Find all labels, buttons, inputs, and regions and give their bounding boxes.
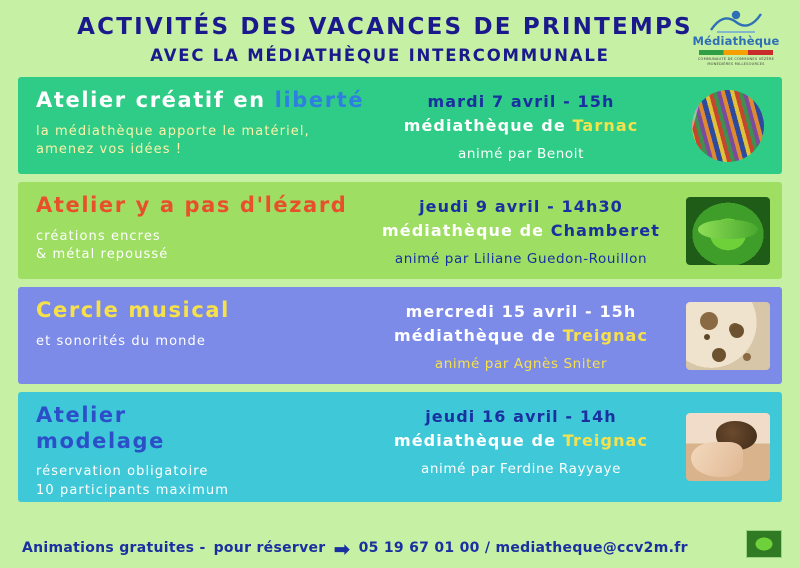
event-row	[18, 287, 782, 384]
logo-wordmark: Médiathèque	[692, 34, 780, 48]
page-title: ACTIVITÉS DES VACANCES DE PRINTEMPS	[77, 14, 693, 40]
logo-color-bar	[699, 50, 773, 55]
event-title-plain: Atelier créatif en	[36, 88, 275, 112]
event-details	[368, 77, 674, 174]
event-title-plain: Atelier y a pas d'lézard	[36, 193, 348, 217]
event-left	[18, 287, 368, 384]
event-animator: animé par Agnès Sniter	[434, 356, 608, 372]
clay-photo	[686, 413, 770, 481]
event-row	[18, 182, 782, 279]
event-details	[368, 287, 674, 384]
poster-footer	[0, 537, 800, 561]
event-datetime: jeudi 9 avril - 14h30	[419, 197, 623, 216]
event-animator: animé par Benoit	[457, 146, 585, 162]
event-title	[36, 298, 368, 324]
event-location-plain: médiathèque de	[382, 221, 551, 240]
event-left	[18, 182, 368, 279]
event-title-highlight: modelage	[36, 428, 166, 453]
event-description-line2: & métal repoussé	[36, 247, 169, 263]
event-photo-slot	[674, 392, 782, 502]
event-left	[18, 77, 368, 174]
event-location-plain: médiathèque de	[393, 431, 563, 450]
event-details	[368, 392, 674, 502]
event-description	[36, 333, 368, 352]
event-description	[36, 463, 368, 501]
events-list	[0, 77, 800, 502]
event-location	[368, 114, 674, 138]
event-photo-slot	[674, 287, 782, 384]
event-location	[368, 429, 674, 453]
event-photo-slot	[674, 182, 782, 279]
event-description-line1: la médiathèque apporte le matériel,	[36, 123, 310, 139]
event-description	[36, 123, 368, 161]
event-description-line1: réservation obligatoire	[36, 464, 209, 480]
event-location-highlight: Chamberet	[550, 221, 660, 240]
event-datetime: jeudi 16 avril - 14h	[425, 407, 617, 426]
page-subtitle: AVEC LA MÉDIATHÈQUE INTERCOMMUNALE	[150, 46, 610, 65]
event-left	[18, 392, 368, 502]
logo-mark-icon	[707, 6, 765, 36]
event-title	[36, 403, 368, 454]
event-description-line2: 10 participants maximum	[36, 483, 229, 499]
event-location-plain: médiathèque de	[403, 116, 573, 135]
event-row	[18, 392, 782, 502]
event-description	[36, 228, 368, 266]
event-details	[368, 182, 674, 279]
footer-contact-line	[22, 537, 688, 561]
event-location-plain: médiathèque de	[393, 326, 563, 345]
event-location-highlight: Treignac	[562, 431, 649, 450]
footer-contact-details[interactable]: 05 19 67 01 00 / mediatheque@ccv2m.fr	[358, 540, 688, 556]
event-title	[36, 193, 368, 219]
event-datetime: mardi 7 avril - 15h	[427, 92, 615, 111]
poster-header	[0, 0, 800, 71]
event-location	[368, 219, 674, 243]
drums-photo	[686, 302, 770, 370]
footer-gecko-thumbnail	[746, 530, 782, 558]
event-title-plain: Cercle musical	[36, 298, 230, 322]
event-title-highlight: liberté	[274, 88, 365, 112]
arrow-right-icon: ➡	[333, 537, 351, 561]
event-title	[36, 88, 368, 114]
gecko-photo	[686, 197, 770, 265]
event-location	[368, 324, 674, 348]
event-photo-slot	[674, 77, 782, 174]
event-row	[18, 77, 782, 174]
footer-reserve-text: pour réserver	[213, 540, 326, 556]
event-datetime: mercredi 15 avril - 15h	[405, 302, 637, 321]
event-animator: animé par Liliane Guedon-Rouillon	[394, 251, 648, 267]
pens-photo	[692, 90, 764, 162]
event-title-plain: Atelier	[36, 403, 127, 427]
footer-free-text: Animations gratuites -	[22, 540, 206, 556]
event-location-highlight: Treignac	[562, 326, 649, 345]
event-description-line2: amenez vos idées !	[36, 142, 183, 158]
logo-subtitle: COMMUNAUTÉ DE COMMUNES VÉZÈRE MONÉDIÈRES MILLESOURCES	[697, 57, 775, 67]
mediatheque-logo	[686, 6, 786, 68]
event-description-line1: créations encres	[36, 228, 161, 244]
event-description-line1: et sonorités du monde	[36, 333, 206, 349]
event-animator: animé par Ferdine Rayyaye	[420, 461, 622, 477]
event-location-highlight: Tarnac	[572, 116, 639, 135]
